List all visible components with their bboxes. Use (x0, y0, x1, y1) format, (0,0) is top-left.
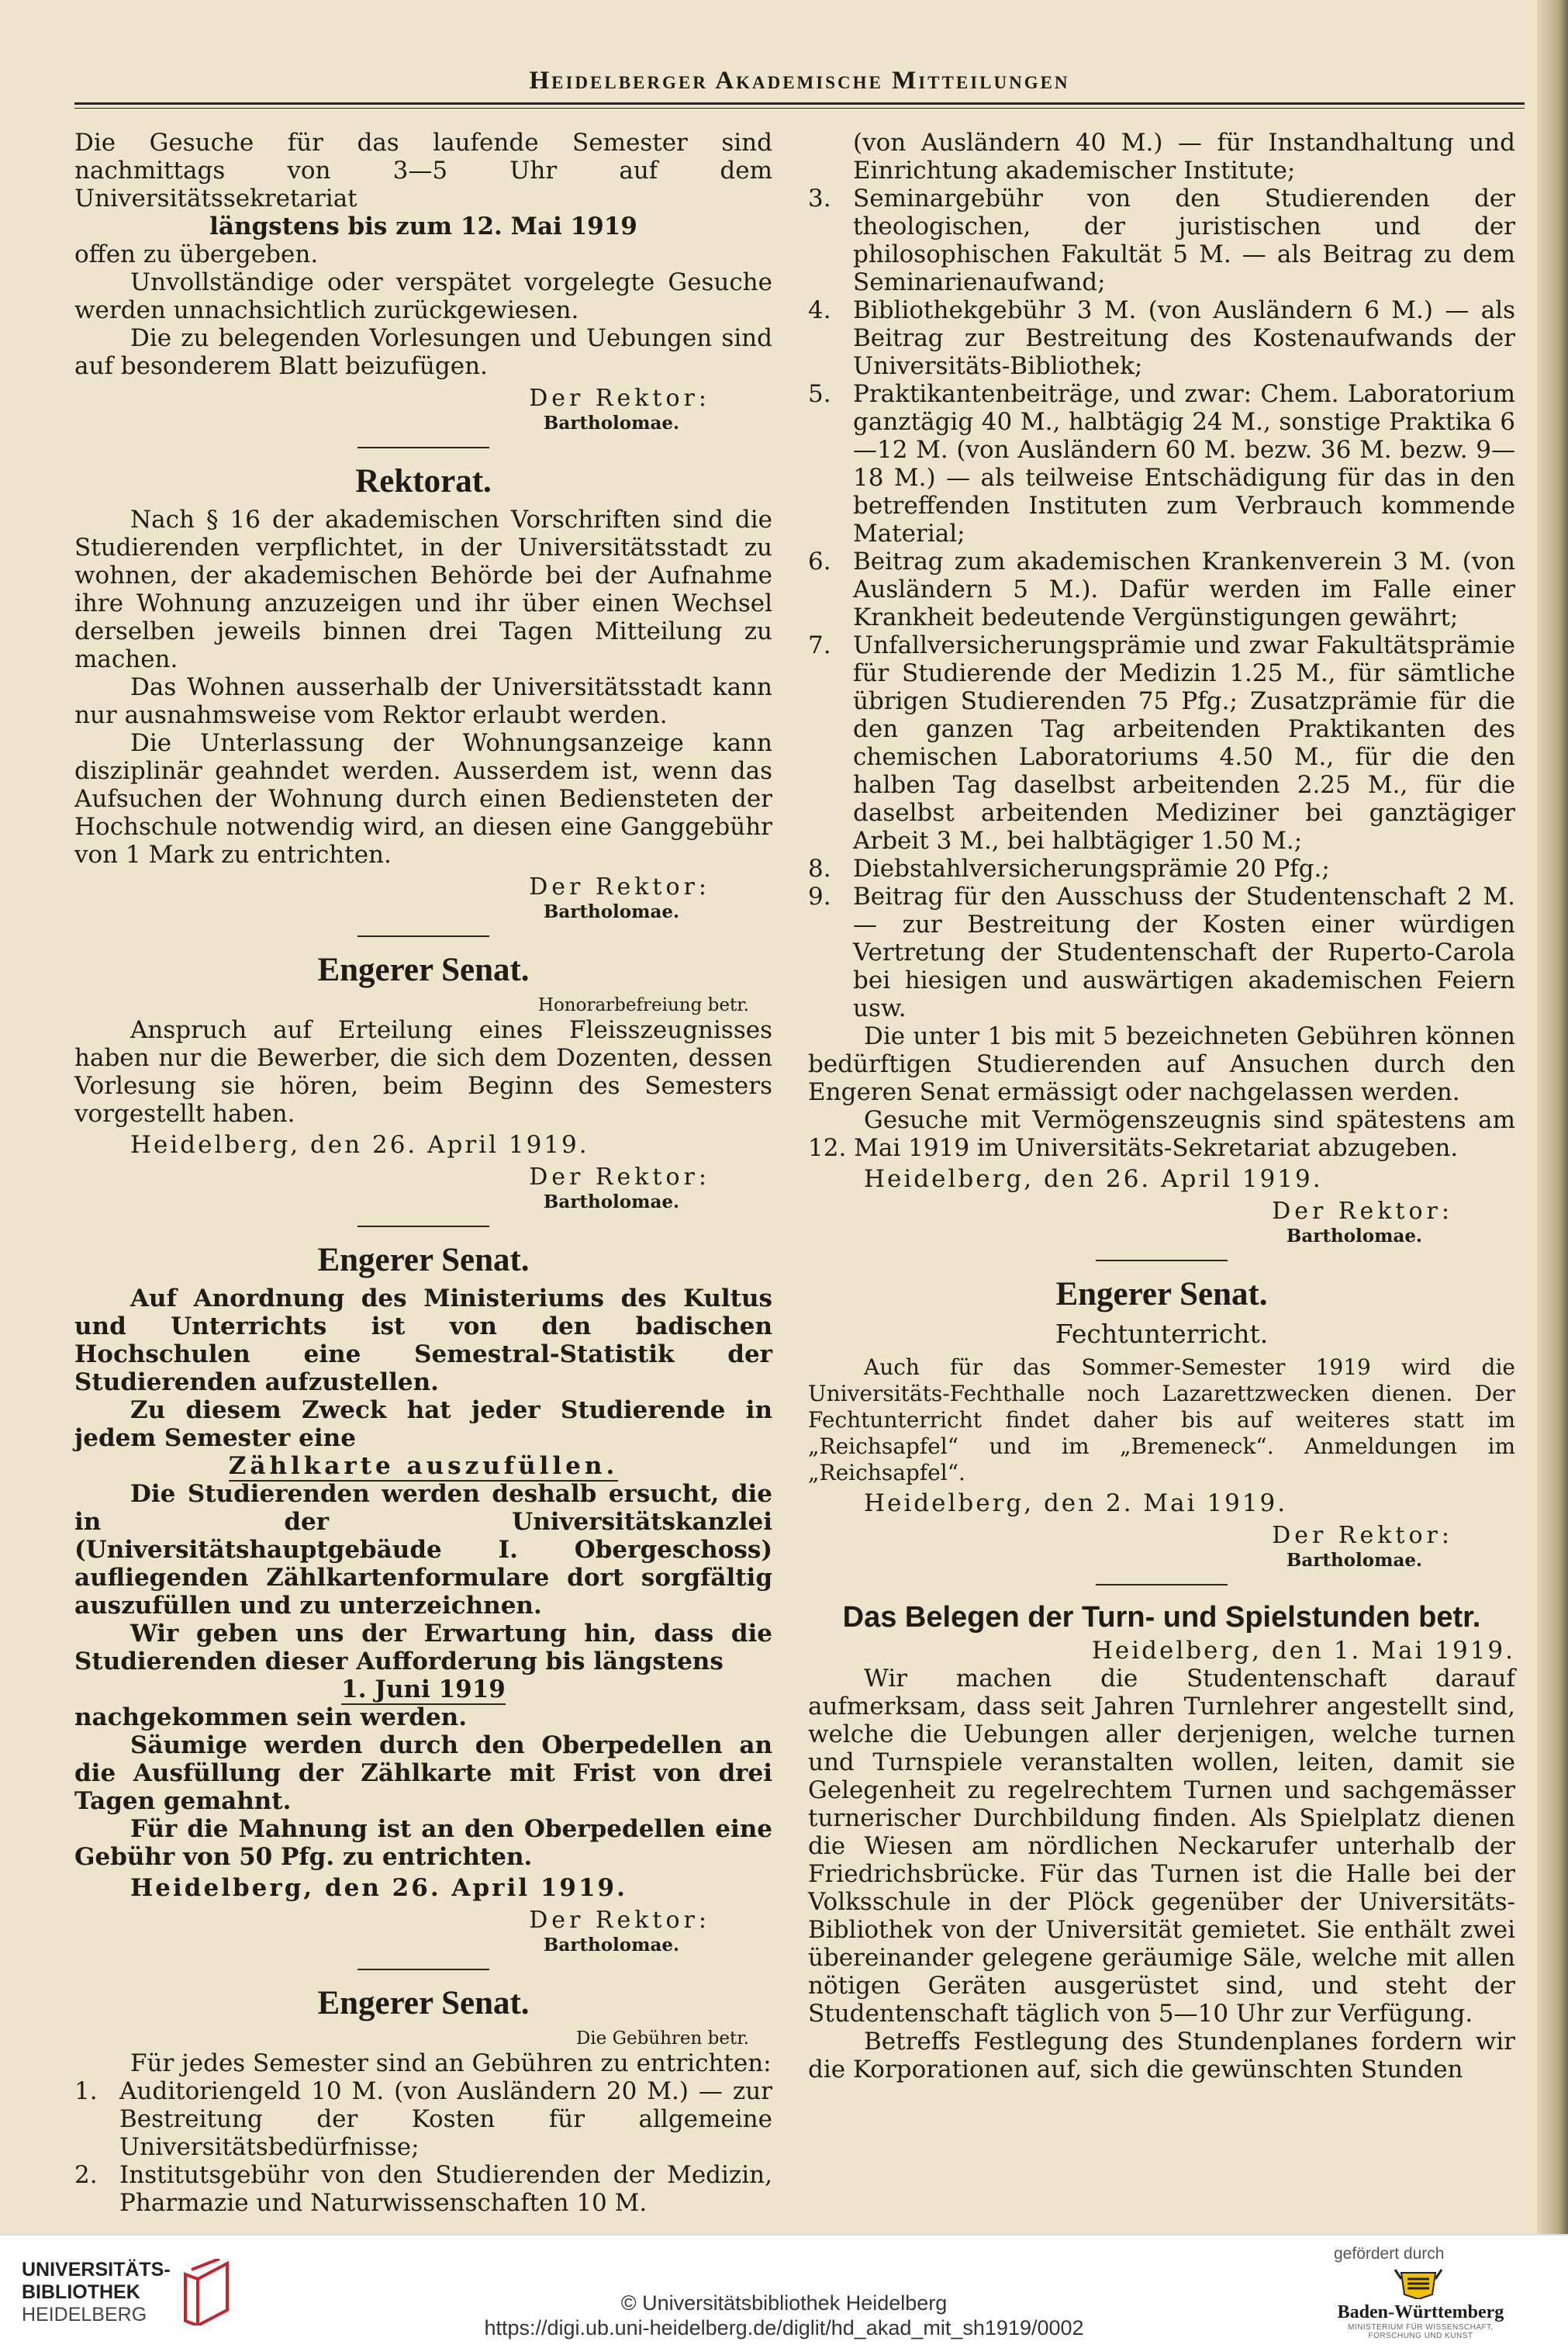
copyright-notice: © Universitätsbibliothek Heidelberg (620, 2291, 948, 2315)
paragraph: Die Unterlassung der Wohnungsanzeige kann disziplinär geahndet werden. Ausserdem ist, wenn das Aufsuchen der Wohnung durch einen Bediensteten der Hochschule notwendig wird, an diesen eine Ganggebühr von 1 Mark zu entrichten. (74, 729, 772, 869)
list-text: Beitrag zum akademischen Krankenverein 3 M. (von Ausländern 5 M.). Dafür werden im Falle einer Krankheit bedeutende Vergünstigungen gewährt; (853, 548, 1515, 631)
intro-text: Die Gesuche für das laufende Semester sind nachmittags von 3—5 Uhr auf dem Universitätssekretariat (74, 129, 772, 213)
list-item (808, 296, 1515, 380)
viewer-footer (0, 2234, 1568, 2348)
list-item (808, 631, 1515, 855)
list-number: 6. (808, 548, 831, 576)
signer-name: Bartholomae. (543, 1191, 679, 1212)
running-header: Heidelberger Akademische Mitteilungen (529, 67, 1070, 95)
rektor-label: Der Rektor: (529, 1907, 710, 1934)
date-line: Heidelberg, den 26. April 1919. (864, 1165, 1323, 1193)
signer-name: Bartholomae. (1286, 1550, 1422, 1571)
section-divider (1096, 1260, 1228, 1261)
page-edge-shadow (1537, 0, 1568, 2234)
list-text: Praktikantenbeiträge, und zwar: Chem. Laboratorium ganztägig 40 M., halbtägig 24 M., sonstige Praktika 6—12 M. (von Ausländern 60 M. bezw. 36 M. bezw. 9—18 M.) — als teilweise Entschädigung für das in den betreffenden Instituten zum Verbrauch kommende Material; (853, 380, 1515, 548)
paragraph: Anspruch auf Erteilung eines Fleisszeugnisses haben nur die Bewerber, die sich dem Dozenten, dessen Vorlesung sie hören, beim Beginn des Semesters vorgestellt haben. (74, 1016, 772, 1128)
fee-list-continued (808, 129, 1515, 1022)
state-crest-icon (1394, 2268, 1443, 2299)
section-heading-senat: Engerer Senat. (317, 952, 530, 988)
section-divider (1096, 1584, 1228, 1586)
list-item (808, 883, 1515, 1022)
section-divider (357, 447, 489, 448)
list-item (808, 380, 1515, 548)
rektor-label: Der Rektor: (1272, 1522, 1453, 1549)
funder-name: Baden-Württemberg (1337, 2302, 1504, 2322)
list-item (808, 129, 1515, 185)
section-heading-turnen: Das Belegen der Turn- und Spielstunden betr. (842, 1601, 1481, 1634)
list-text: Bibliothekgebühr 3 M. (von Ausländern 6 M.) — als Beitrag zur Bestreitung des Kostenaufwands der Universitäts-Bibliothek; (853, 296, 1515, 380)
paragraph: Nach § 16 der akademischen Vorschriften sind die Studierenden verpflichtet, in der Universitätsstadt zu wohnen, der akademischen Behörde bei der Aufnahme ihre Wohnung anzuzeigen und ihr über einen Wechsel derselben jeweils binnen drei Tagen Mitteilung zu machen. (74, 506, 772, 673)
list-text: Institutsgebühr von den Studierenden der Medizin, Pharmazie und Naturwissenschaften 10 M. (119, 2161, 772, 2217)
list-text: Seminargebühr von den Studierenden der theologischen, der juristischen und der philosophischen Fakultät 5 M. — als Beitrag zu dem Seminarienaufwand; (853, 185, 1515, 296)
list-item (808, 855, 1515, 883)
paragraph: Für jedes Semester sind an Gebühren zu entrichten: (130, 2049, 772, 2077)
paragraph: Für die Mahnung ist an den Oberpedellen eine Gebühr von 50 Pfg. zu entrichten. (74, 1815, 772, 1871)
intro-text-4: Die zu belegenden Vorlesungen und Uebungen sind auf besonderem Blatt beizufügen. (74, 324, 772, 380)
list-number: 4. (808, 296, 831, 324)
rektor-label: Der Rektor: (529, 873, 710, 901)
list-number: 5. (808, 380, 831, 408)
list-number: 9. (808, 883, 831, 911)
section-heading-rektorat: Rektorat. (355, 463, 492, 500)
list-item (808, 185, 1515, 296)
list-number: 7. (808, 631, 831, 659)
paragraph: Gesuche mit Vermögenszeugnis sind spätestens am 12. Mai 1919 im Universitäts-Sekretariat abzugeben. (808, 1106, 1515, 1162)
list-text: Auditoriengeld 10 M. (von Ausländern 20 M.) — zur Bestreitung der Kosten für allgemeine Universitätsbedürfnisse; (119, 2077, 772, 2161)
header-rule (74, 102, 1525, 109)
paragraph: Auf Anordnung des Ministeriums des Kultus und Unterrichts ist von den badischen Hochschulen eine Semestral-Statistik der Studierenden aufzustellen. (74, 1285, 772, 1396)
section-subheading: Honorarbefreiung betr. (537, 995, 749, 1015)
date-line: Heidelberg, den 26. April 1919. (130, 1874, 627, 1902)
emphasis-line (74, 1452, 772, 1480)
permalink[interactable]: https://digi.ub.uni-heidelberg.de/diglit/hd_akad_mit_sh1919/0002 (484, 2316, 1084, 2339)
paragraph: Auch für das Sommer-Semester 1919 wird die Universitäts-Fechthalle noch Lazarettzwecken dienen. Der Fechtunterricht findet daher bis auf weiteres statt im „Reichsapfel“ und im „Bremeneck“. Anmeldungen im „Reichsapfel“. (808, 1354, 1515, 1485)
list-item (74, 2161, 772, 2217)
intro-text-3: Unvollständige oder verspätet vorgelegte Gesuche werden unnachsichtlich zurückgewiesen. (74, 268, 772, 324)
section-heading-senat: Engerer Senat. (317, 1242, 530, 1278)
paragraph: Zu diesem Zweck hat jeder Studierende in jedem Semester eine (74, 1396, 772, 1452)
section-divider (357, 935, 489, 937)
funder-logo[interactable] (1320, 2245, 1521, 2340)
list-item (74, 2077, 772, 2161)
paragraph: Die Studierenden werden deshalb ersucht, die in der Universitätskanzlei (Universitätshauptgebäude I. Obergeschoss) aufliegenden Zählkartenformulare dort sorgfältig auszufüllen und zu unterzeichnen. (74, 1480, 772, 1620)
signer-name: Bartholomae. (543, 413, 679, 434)
paragraph: Wir machen die Studentenschaft darauf aufmerksam, dass seit Jahren Turnlehrer angestellt sind, welche die Uebungen aller derjenigen, welche turnen und Turnspiele veranstalten wollen, leiten, damit sie Gelegenheit zu regelrechtem Turnen und sachgemässer turnerischer Durchbildung finden. Als Spielplatz dienen die Wiesen am nördlichen Neckarufer unterhalb der Friedrichsbrücke. Für das Turnen ist die Halle bei der Volksschule in der Plöck gegenüber der Universitäts-Bibliothek von der Universität gemietet. Sie enthält zwei übereinander gelegene geräumige Säle, welche mit allen nötigen Geräten ausgerüstet sind, und steht der Studentenschaft täglich von 5—10 Uhr zur Verfügung. (808, 1665, 1515, 2028)
funded-by-label: gefördert durch (1334, 2245, 1445, 2263)
paragraph: nachgekommen sein werden. (74, 1703, 468, 1731)
signer-name: Bartholomae. (1286, 1226, 1422, 1247)
emphasis-line (74, 1675, 772, 1703)
emphasis-text: Zählkarte auszufüllen. (228, 1452, 619, 1480)
list-number: 2. (74, 2161, 98, 2189)
right-column (808, 129, 1515, 2083)
list-number: 3. (808, 185, 831, 213)
logo-line: UNIVERSITÄTS- (22, 2259, 171, 2281)
list-item (808, 548, 1515, 631)
paragraph: Die unter 1 bis mit 5 bezeichneten Gebühren können bedürftigen Studierenden auf Ansuchen durch den Engeren Senat ermässigt oder nachgelassen werden. (808, 1022, 1515, 1106)
section-heading-senat: Engerer Senat. (317, 1985, 530, 2021)
intro-text-2: offen zu übergeben. (74, 240, 319, 268)
signer-name: Bartholomae. (543, 901, 679, 922)
logo-line: HEIDELBERG (22, 2304, 147, 2326)
section-heading-senat: Engerer Senat. (1055, 1276, 1268, 1312)
left-column (74, 129, 772, 2217)
date-line: Heidelberg, den 1. Mai 1919. (1091, 1637, 1515, 1665)
paragraph: Betreffs Festlegung des Stundenplanes fordern wir die Korporationen auf, sich die gewünschten Stunden (808, 2028, 1515, 2083)
rektor-label: Der Rektor: (1272, 1198, 1453, 1225)
fee-list (74, 2077, 772, 2217)
emphasis-text: 1. Juni 1919 (341, 1675, 506, 1703)
list-text: Beitrag für den Ausschuss der Studentenschaft 2 M. — zur Bestreitung der Kosten einer würdigen Vertretung der Studentenschaft der Ruperto-Carola bei hiesigen und auswärtigen akademischen Feiern usw. (853, 883, 1515, 1022)
list-text: (von Ausländern 40 M.) — für Instandhaltung und Einrichtung akademischer Institute; (853, 129, 1515, 185)
deadline-line: längstens bis zum 12. Mai 1919 (209, 213, 637, 240)
list-number: 1. (74, 2077, 98, 2105)
date-line: Heidelberg, den 26. April 1919. (130, 1131, 589, 1159)
section-subheading: Fechtunterricht. (1055, 1319, 1269, 1349)
funder-subtitle: MINISTERIUM FÜR WISSENSCHAFT, FORSCHUNG UND KUNST (1348, 2323, 1494, 2340)
rektor-label: Der Rektor: (529, 385, 710, 412)
paragraph: Säumige werden durch den Oberpedellen an die Ausfüllung der Zählkarte mit Frist von drei Tagen gemahnt. (74, 1731, 772, 1815)
list-text: Diebstahlversicherungsprämie 20 Pfg.; (853, 855, 1330, 883)
paragraph: Das Wohnen ausserhalb der Universitätsstadt kann nur ausnahmsweise vom Rektor erlaubt werden. (74, 673, 772, 729)
date-line: Heidelberg, den 2. Mai 1919. (864, 1489, 1288, 1517)
section-divider (357, 1969, 489, 1970)
list-text: Unfallversicherungsprämie und zwar Fakultätsprämie für Studierende der Medizin 1.25 M., für sämtliche übrigen Studierenden 75 Pfg.; Zusatzprämie für die den ganzen Tag arbeitenden Praktikanten des chemischen Laboratoriums 4.50 M., für die den halben Tag daselbst arbeitenden 2.25 M., für die daselbst arbeitenden Mediziner bei ganztägiger Arbeit 3 M., bei halbtägiger 1.50 M.; (853, 631, 1515, 855)
rektor-label: Der Rektor: (529, 1164, 710, 1191)
signer-name: Bartholomae. (543, 1935, 679, 1956)
paragraph: Wir geben uns der Erwartung hin, dass die Studierenden dieser Aufforderung bis längstens (74, 1620, 772, 1675)
section-divider (357, 1226, 489, 1227)
list-number: 8. (808, 855, 831, 883)
section-subheading: Die Gebühren betr. (575, 2028, 749, 2049)
logo-line: BIBLIOTHEK (22, 2281, 140, 2303)
